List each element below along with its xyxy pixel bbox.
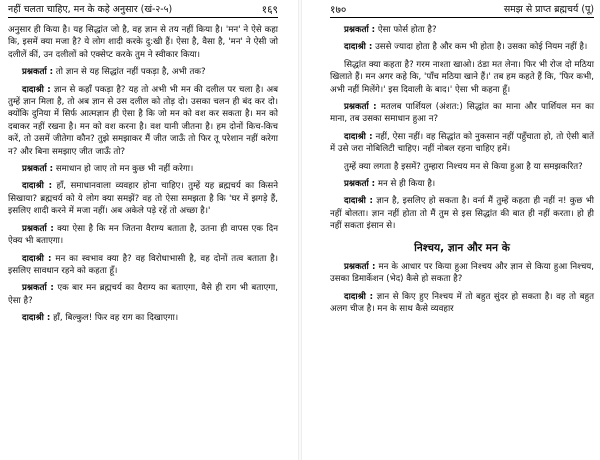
paragraph-text: उससे ज्यादा होता है और कम भी होता है। उसका कोई नियम नहीं है। [375, 42, 588, 53]
paragraph [330, 261, 594, 286]
paragraph-text: मतलब पार्शियल (अंशत:) सिद्धांत का माना और पार्शियल मन का माना, तब उसका समाधान हुआ न? [330, 102, 594, 125]
paragraph [8, 24, 278, 61]
paragraph [8, 223, 278, 248]
paragraph [8, 312, 278, 324]
speaker-label: दादाश्री : [344, 131, 373, 142]
paragraph [330, 101, 594, 126]
paragraph-text: हाँ, समाधानवाला व्यवहार होना चाहिए। तुम्हें यह ब्रह्मचर्य का किसने सिखाया? ब्रह्मचर्य को ये लोग क्या समझें? वह तो ऐसा समझता है कि 'घर में झगड़े हैं, इसलिए शादी करने में मजा नहीं। अब अकेले पड़े रहें तो अच्छा है।' [8, 181, 278, 217]
left-page-body [8, 24, 278, 325]
paragraph-text: तुम्हें क्या लगता है इसमें? तुम्हारा निश्चय मन से किया हुआ है या समझकरित? [344, 161, 583, 172]
section-heading: निश्चय, ज्ञान और मन के [414, 241, 510, 254]
speaker-label: प्रश्नकर्ता : [22, 67, 54, 78]
paragraph [330, 41, 594, 53]
left-running-header [8, 4, 278, 18]
speaker-label: दादाश्री : [22, 181, 53, 192]
right-header-title: समझ से प्राप्त ब्रह्मचर्य (पू) [503, 4, 594, 15]
paragraph [330, 195, 594, 232]
paragraph [8, 180, 278, 217]
left-header-title: नहीं चलता चाहिए, मन के कहे अनुसार (खं-२-५) [8, 4, 173, 15]
paragraph-text: अनुसार ही किया है। यह सिद्धांत जो है, वह ज्ञान से तय नहीं किया है। 'मन' ने ऐसे कहा कि, इसमें क्या मजा है? ये लोग शादी करके दु:खी हैं। ऐसा है, वैसा है, 'मन' ने ऐसी जो दलीलें कीं, उन दलीलों को एक्सेप्ट करके तुम ने स्वीकार किया। [8, 25, 278, 60]
speaker-label: प्रश्नकर्ता : [22, 164, 54, 175]
paragraph-text: ऐसा फोर्स होता है? [377, 25, 437, 35]
paragraph [8, 163, 278, 175]
speaker-label: प्रश्नकर्ता : [22, 223, 54, 234]
speaker-label: दादाश्री : [22, 253, 52, 264]
paragraph [330, 178, 594, 190]
paragraph [330, 24, 594, 36]
right-page-number: १७० [330, 4, 347, 16]
paragraph [330, 59, 594, 96]
paragraph [330, 291, 594, 316]
paragraph-text: नहीं, ऐसा नहीं। वह सिद्धांत को नुकसान नहीं पहुँचाता हो, तो ऐसी बातें में उसे जरा नोबिलिटी चाहिए। नहीं नोबल रहना चाहिए हमें। [330, 131, 594, 155]
paragraph-text: एक बार मन ब्रह्मचर्य का वैराग्य का बताएगा, वैसे ही राग भी बताएगा, ऐसा है? [8, 283, 279, 306]
left-page [0, 0, 284, 456]
paragraph [330, 161, 594, 173]
paragraph [330, 131, 594, 156]
paragraph [8, 253, 278, 278]
speaker-label: दादाश्री : [22, 313, 51, 324]
speaker-label: प्रश्नकर्ता : [344, 261, 376, 272]
paragraph-text: क्या ऐसा है कि मन जितना वैराग्य बताता है, उतना ही वापस एक दिन ऐक्य भी बताएगा। [8, 223, 278, 247]
paragraph-text: तो ज्ञान से यह सिद्धांत नहीं पकड़ा है, अभी तक? [55, 67, 206, 78]
speaker-label: प्रश्नकर्ता : [344, 179, 376, 190]
paragraph [8, 84, 278, 158]
right-running-header [330, 4, 594, 18]
paragraph [8, 282, 278, 307]
paragraph-text: सिद्धांत क्या कहता है? गरम नाश्ता खाओ। ठंडा मत लेना। फिर भी रोज दो मठिया खिलाते हैं। मन अगर कहे कि, 'पाँच मठिया खाने हैं।' तब हम कहते हैं कि, 'फिर कभी, अभी नहीं मिलेंगे।' इस दिवाली के बाद।' ऐसा भी कहना हूँ। [330, 59, 595, 95]
right-page [316, 0, 600, 456]
paragraph-text: मन से ही किया है। [377, 179, 436, 190]
paragraph [8, 66, 278, 78]
speaker-label: प्रश्नकर्ता : [344, 102, 377, 113]
speaker-label: प्रश्नकर्ता : [344, 25, 376, 35]
book-gutter [298, 0, 302, 460]
speaker-label: दादाश्री : [344, 42, 373, 53]
speaker-label: दादाश्री : [344, 196, 373, 207]
speaker-label: दादाश्री : [344, 291, 374, 302]
speaker-label: दादाश्री : [22, 84, 51, 95]
paragraph-text: ज्ञान है, इसलिए हो सकता है। वर्ना मैं तुम्हें कहता ही नहीं न! कुछ भी नहीं बोलता। ज्ञान नहीं होता तो मैं तुम से इस सिद्धांत की बात ही नहीं करता। हो ही नहीं सकता इंसान से। [330, 196, 595, 232]
right-page-body-after-heading [330, 261, 594, 316]
speaker-label: प्रश्नकर्ता : [22, 283, 54, 294]
paragraph-text: समाधान हो जाए तो मन कुछ भी नहीं करेगा। [55, 164, 194, 175]
paragraph-text: हाँ, बिल्कुल! फिर वह राग का दिखाएगा। [53, 313, 179, 324]
paragraph-text: ज्ञान से कहाँ पकड़ा है? यह तो अभी भी मन की दलील पर चला है। अब तुम्हें ज्ञान मिला है, तो अब ज्ञान से उस दलील को तोड़ दो। उसका चलन ही बंद कर दो। क्योंकि दुनिया में सिर्फ आत्मज्ञान ही ऐसा है कि जो मन को वश कर सकता है। मन को दबाकर नहीं रखना है। मन को वश करना है। वश यानी जीतना है। हम दोनों किच-किच करें, तो उसमें जीतेगा कौन? तुझे समझाकर मैं जीत जाऊँ तो फिर तू परेशान नहीं करेगा न? और बिना समझाए जीत जाऊँ तो? [8, 84, 278, 157]
paragraph-text: ज्ञान से किए हुए निश्चय में तो बहुत सुंदर हो सकता है। वह तो बहुत अलग चीज है। मन के साथ कैसे व्यवहार [330, 291, 594, 314]
left-page-number: १६९ [261, 4, 278, 16]
right-page-body-before-heading [330, 24, 594, 233]
paragraph-text: मन का स्वभाव क्या है? वह विरोधाभासी है, वह दोनों तत्व बताता है। इसलिए सावधान रहने को कहता हूँ। [8, 253, 278, 276]
paragraph-text: मन के आधार पर किया हुआ निश्चय और ज्ञान से किया हुआ निश्चय, उसका डिमार्केशन (भेद) कैसे हो सकता है? [330, 261, 594, 285]
